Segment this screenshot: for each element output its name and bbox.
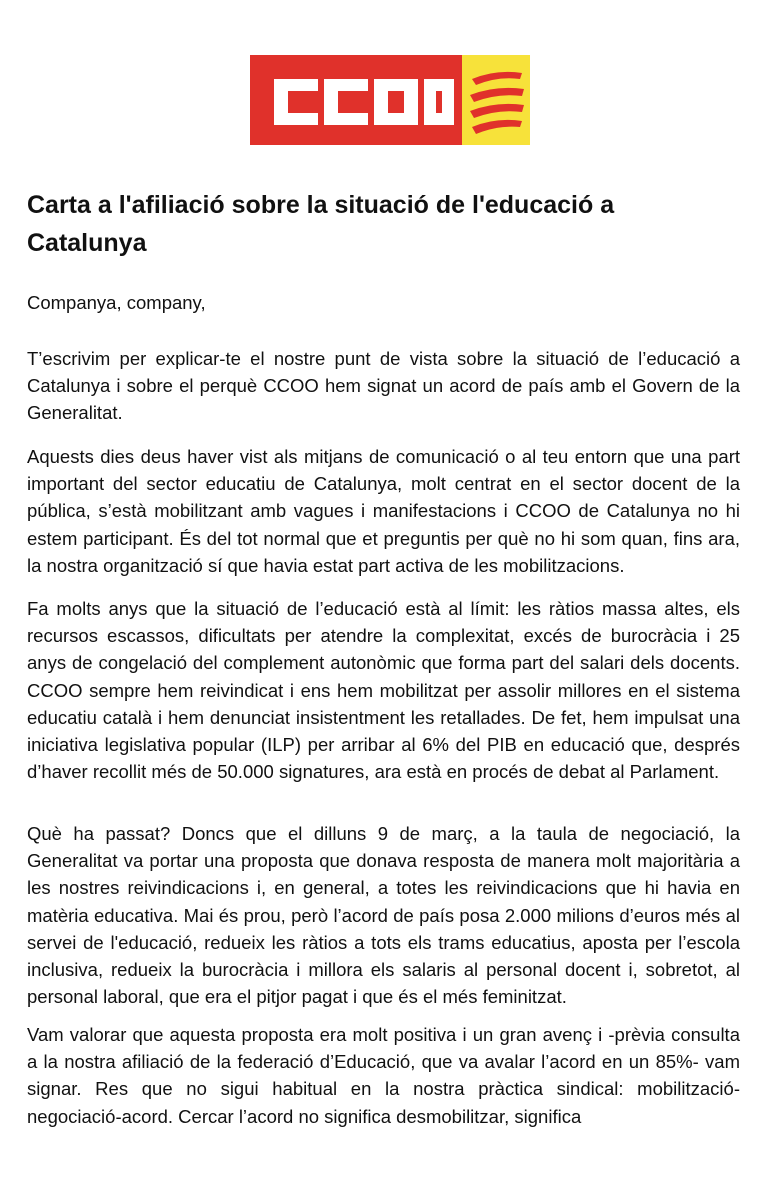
logo-yellow-panel — [462, 55, 530, 145]
page-title: Carta a l'afiliació sobre la situació de l'educació a Catalunya — [27, 191, 615, 257]
body-paragraph: Fa molts anys que la situació de l’educació està al límit: les ràtios massa altes, els recursos escassos, dificultats per atendre la complexitat, excés de burocràcia i 25 anys de congelació del complement autonòmic que forma part del salari dels docents. CCOO sempre hem reivindicat i ens hem mobilitzat per assolir millores en el sistema educatiu català i hem denunciat insistentment les retallades. De fet, hem impulsat una iniciativa legislativa popular (ILP) per arribar al 6% del PIB en educació que, després d’haver recollit més de 50.000 signatures, ara està en procés de debat al Parlament. — [27, 598, 740, 783]
ccoo-logo-graphic — [250, 55, 530, 145]
body-paragraph: Què ha passat? Doncs que el dilluns 9 de març, a la taula de negociació, la Generalitat va portar una proposta que donava resposta de manera molt majoritària a les nostres reivindicacions i, en general, a totes les reivindicacions que hi havia en matèria educativa. Mai és prou, però l’acord de país posa 2.000 milions d’euros més al servei de l'educació, redueix les ràtios a tots els trams educatius, aposta per l’escola inclusiva, redueix la burocràcia i millora els salaris al personal docent i, sobretot, al personal laboral, que era el pitjor pagat i que és el més feminitzat. — [27, 823, 740, 1008]
body-paragraph: Aquests dies deus haver vist als mitjans de comunicació o al teu entorn que una part important del sector educatiu de Catalunya, molt centrat en el sector docent de la pública, s’està mobilitzant amb vagues i manifestacions i CCOO de Catalunya no hi estem participant. És del tot normal que et preguntis per què no hi som quan, fins ara, la nostra organització sí que havia estat part activa de les mobilitzacions. — [27, 446, 740, 576]
body-paragraph: T’escrivim per explicar-te el nostre punt de vista sobre la situació de l’educació a Catalunya i sobre el perquè CCOO hem signat un acord de país amb el Govern de la Generalitat. — [27, 348, 740, 424]
salutation: Companya, company, — [27, 292, 206, 313]
ccoo-logo — [250, 55, 530, 145]
body-paragraph: Vam valorar que aquesta proposta era molt positiva i un gran avenç i -prèvia consulta a la nostra afiliació de la federació d’Educació, que va avalar l’acord en un 85%- vam signar. Res que no sigui habitual en la nostra pràctica sindical: mobilització-negociació-acord. Cercar l’acord no significa desmobilitzar, significa — [27, 1024, 740, 1127]
